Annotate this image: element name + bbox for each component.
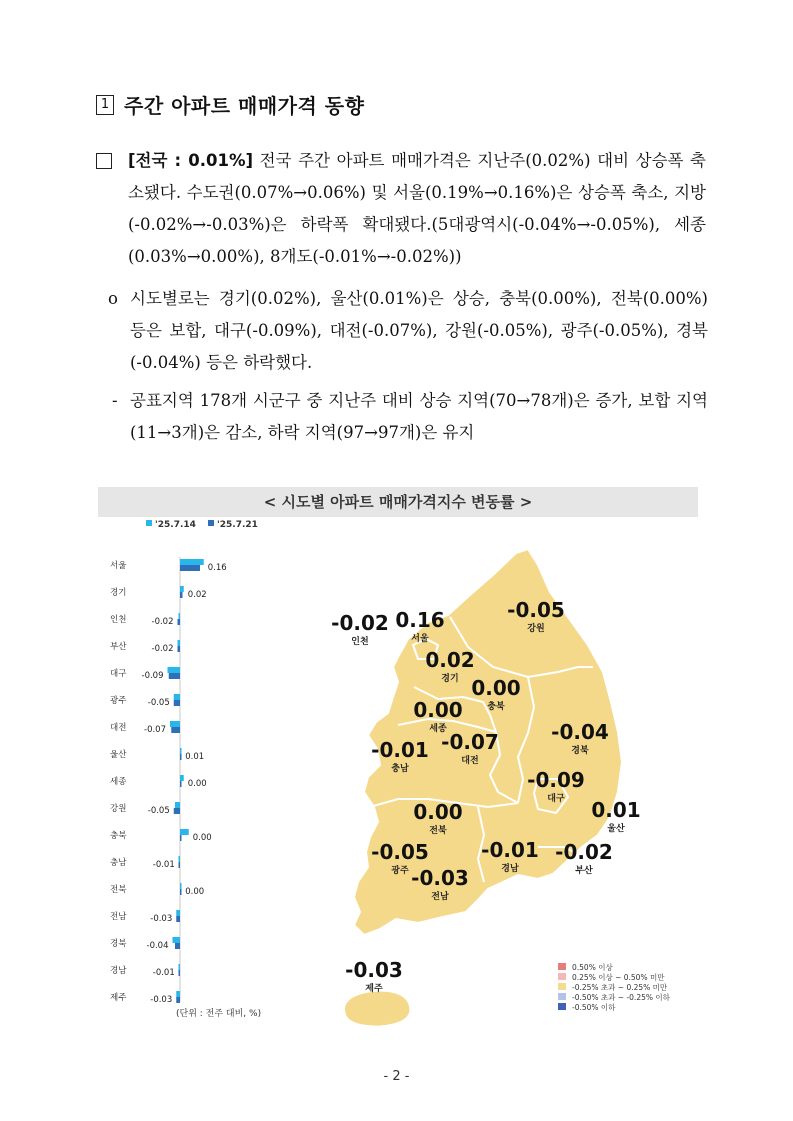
map-value: -0.02 (555, 840, 613, 864)
bar (180, 565, 200, 571)
data-label: 0.16 (207, 563, 227, 573)
map-legend-label: -0.50% 이하 (572, 1003, 616, 1012)
bar (179, 970, 181, 976)
page-number: - 2 - (383, 1069, 410, 1084)
map-legend-swatch (558, 1003, 566, 1010)
map-region-name: 전남 (431, 892, 449, 902)
section-heading (96, 90, 364, 119)
data-label: -0.07 (144, 725, 166, 735)
bar (180, 781, 182, 787)
paragraph-regions (108, 283, 708, 379)
category-label: 전북 (110, 885, 127, 895)
bar (178, 619, 181, 625)
circle-bullet: o (108, 289, 118, 308)
bar (174, 808, 180, 814)
category-label: 경남 (110, 966, 127, 976)
unit-note: (단위 : 전주 대비, %) (176, 1009, 262, 1019)
national-lead: [전국 : 0.01%] (128, 151, 254, 170)
regions-text: 시도별로는 경기(0.02%), 울산(0.01%)은 상승, 충북(0.00%), 전북(0.00%) 등은 보합, 대구(-0.09%), 대전(-0.07%), 강원(-0.05%), 광주(-0.05%), 경북(-0.04%) 등은 하락했다. (130, 289, 708, 372)
jeju-shape (344, 991, 410, 1027)
bar (176, 991, 180, 997)
map-value: -0.02 (331, 611, 389, 635)
map-region-name: 강원 (527, 624, 545, 634)
category-label: 인천 (110, 615, 127, 625)
legend-label-0: '25.7.14 (155, 520, 196, 530)
category-label: 서울 (110, 561, 127, 571)
legend-swatch-1 (208, 520, 214, 526)
bar (180, 829, 189, 835)
bar (180, 586, 184, 592)
category-label: 충북 (110, 831, 127, 841)
bar (168, 667, 181, 673)
data-label: -0.04 (146, 941, 169, 951)
map-legend-label: 0.50% 이상 (572, 963, 613, 972)
data-label: 0.00 (187, 779, 207, 789)
bar (169, 673, 180, 679)
bar (180, 883, 182, 889)
map-region-name: 대전 (461, 756, 479, 766)
bar (180, 889, 182, 895)
data-label: 0.00 (185, 887, 205, 897)
bar (176, 910, 180, 916)
data-label: -0.05 (147, 806, 170, 816)
map-value: -0.05 (371, 840, 429, 864)
map-legend-label: 0.25% 이상 ~ 0.50% 미만 (572, 973, 665, 982)
figure (98, 487, 698, 1042)
map-value: -0.05 (507, 598, 565, 622)
map-region-name: 대구 (547, 794, 565, 804)
data-label: 0.01 (185, 752, 205, 762)
bar (174, 700, 180, 706)
data-label: 0.02 (187, 590, 207, 600)
data-label: 0.00 (192, 833, 212, 843)
bar (173, 937, 181, 943)
map-region-name: 경기 (441, 674, 459, 684)
map-legend-swatch (558, 993, 566, 1000)
map-value: 0.01 (591, 798, 641, 822)
map-region-name: 제주 (365, 984, 383, 994)
map-region-name: 세종 (429, 724, 447, 734)
category-label: 경기 (110, 588, 127, 598)
map-value: 0.00 (413, 698, 463, 722)
category-label: 광주 (110, 696, 127, 706)
map-region-name: 부산 (575, 866, 593, 876)
map-legend-swatch (558, 973, 566, 980)
map-value: -0.01 (371, 738, 429, 762)
bar (179, 862, 181, 868)
category-label: 제주 (110, 993, 127, 1003)
bar (178, 640, 181, 646)
figure-graphic (98, 517, 698, 1042)
bar (171, 727, 180, 733)
map-legend-label: -0.50% 초과 ~ -0.25% 이하 (572, 993, 670, 1002)
map-legend-label: -0.25% 초과 ~ 0.25% 미만 (572, 983, 668, 992)
figure-title: < 시도별 아파트 매매가격지수 변동률 > (98, 487, 698, 517)
data-label: -0.03 (150, 914, 173, 924)
bar (175, 943, 180, 949)
category-label: 대구 (110, 669, 127, 679)
map-legend-swatch (558, 983, 566, 990)
bar-chart (110, 520, 258, 1005)
category-label: 울산 (110, 750, 127, 760)
bar (176, 916, 180, 922)
data-label: -0.01 (152, 968, 175, 978)
map-value: -0.07 (441, 730, 499, 754)
districts-text: 공표지역 178개 시군구 중 지난주 대비 상승 지역(70→78개)은 증가, 보합 지역(11→3개)은 감소, 하락 지역(97→97개)은 유지 (130, 391, 708, 442)
dash-bullet: - (112, 391, 118, 410)
bar (178, 646, 181, 652)
bar (170, 721, 180, 727)
map-legend (558, 962, 671, 1012)
bar (180, 559, 204, 565)
data-label: -0.02 (151, 617, 174, 627)
map-region-name: 광주 (391, 866, 409, 876)
map-value: -0.03 (345, 958, 403, 982)
category-label: 경북 (110, 939, 127, 949)
category-label: 충남 (110, 858, 127, 868)
map-region-name: 인천 (351, 637, 369, 647)
map-value: -0.04 (551, 720, 609, 744)
data-label: -0.03 (150, 995, 173, 1005)
bar (176, 997, 180, 1003)
map-legend-swatch (558, 963, 566, 970)
map-value: -0.01 (481, 838, 539, 862)
map-value: -0.03 (411, 866, 469, 890)
section-title: 주간 아파트 매매가격 동향 (124, 94, 365, 118)
map-region-name: 경남 (501, 864, 519, 874)
category-label: 부산 (110, 642, 127, 652)
bar (180, 748, 182, 754)
category-label: 강원 (110, 804, 127, 814)
data-label: -0.02 (151, 644, 174, 654)
map-value: 0.00 (471, 676, 521, 700)
bar (180, 835, 182, 841)
map-value: 0.02 (425, 648, 475, 672)
data-label: -0.01 (152, 860, 175, 870)
bar (174, 694, 180, 700)
map-region-name: 전북 (429, 826, 447, 836)
data-label: -0.09 (141, 671, 164, 681)
bar (179, 856, 181, 862)
map-value: 0.00 (413, 800, 463, 824)
map-region-name: 충북 (487, 702, 505, 712)
bar (179, 964, 181, 970)
paragraph-districts (112, 385, 708, 449)
category-label: 세종 (110, 777, 127, 787)
data-label: -0.05 (147, 698, 170, 708)
map-value: 0.16 (395, 608, 445, 632)
section-number: 1 (96, 95, 114, 115)
map-region-name: 서울 (411, 634, 429, 644)
bar (175, 802, 180, 808)
map-region-name: 충남 (391, 764, 409, 774)
map-region-name: 경북 (571, 746, 589, 756)
legend-swatch-0 (146, 520, 152, 526)
bar (179, 613, 181, 619)
map-region-name: 울산 (607, 824, 625, 834)
bar (180, 754, 182, 760)
bar (180, 592, 183, 598)
map-value: -0.09 (527, 768, 585, 792)
legend-label-1: '25.7.21 (217, 520, 258, 530)
national-text: 전국 주간 아파트 매매가격은 지난주(0.02%) 대비 상승폭 축소됐다. 수도권(0.07%→0.06%) 및 서울(0.19%→0.16%)은 상승폭 축소, 지방(-0.02%→-0.03%)은 하락폭 확대됐다.(5대광역시(-0.04%→-0.05%), 세종(0.03%→0.00%), 8개도(-0.01%→-0.02%)) (128, 151, 706, 266)
bar (180, 775, 184, 781)
category-label: 대전 (110, 723, 127, 733)
category-label: 전남 (110, 912, 127, 922)
paragraph-national (96, 145, 706, 273)
square-bullet-icon (96, 153, 112, 169)
